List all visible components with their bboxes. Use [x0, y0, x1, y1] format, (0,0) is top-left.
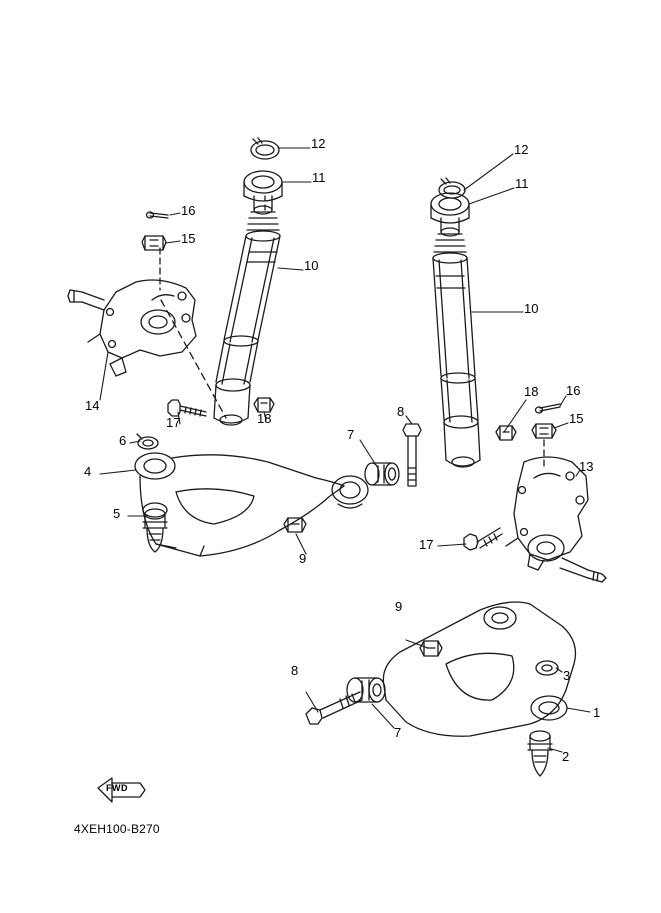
part-17-left-bolt	[168, 400, 206, 416]
callout-10-right: 10	[524, 301, 539, 316]
part-12-left-circlip	[251, 138, 279, 159]
callout-17-right: 17	[419, 537, 434, 552]
callout-12-left: 12	[311, 136, 326, 151]
part-7-left-bushing	[365, 463, 399, 485]
part-8-lower-bolt	[306, 692, 362, 724]
fwd-direction-label: FWD	[106, 783, 128, 793]
callout-1: 1	[593, 705, 601, 720]
callout-16-right: 16	[566, 383, 581, 398]
callout-15-left: 15	[181, 231, 196, 246]
part-code-label: 4XEH100-B270	[74, 822, 160, 836]
callout-4: 4	[84, 464, 92, 479]
part-16-right-cotter-pin	[536, 404, 561, 413]
callout-11-left: 11	[312, 170, 326, 185]
callout-6: 6	[119, 433, 127, 448]
part-18-left-nut	[254, 398, 274, 412]
part-14-left-knuckle	[68, 280, 196, 376]
part-15-left-nut	[142, 236, 166, 250]
callout-7-lower: 7	[394, 725, 402, 740]
part-8-left-bolt	[403, 424, 421, 486]
part-13-right-knuckle	[506, 457, 606, 582]
callout-7-upper: 7	[347, 427, 355, 442]
part-11-right-cap	[431, 193, 469, 223]
callout-11-right: 11	[515, 176, 529, 191]
callout-12-right: 12	[514, 142, 529, 157]
part-18-right-nut	[496, 426, 516, 440]
part-16-left-cotter-pin	[147, 212, 169, 218]
callout-18-left: 18	[257, 411, 272, 426]
callout-5: 5	[113, 506, 121, 521]
part-7-lower-bushing	[347, 678, 385, 702]
part-10-right-shock	[433, 218, 480, 467]
part-9-left-nut	[284, 518, 306, 532]
callout-17-left: 17	[166, 415, 181, 430]
callout-2: 2	[562, 749, 570, 764]
part-11-left-cap	[244, 171, 282, 201]
part-10-left-shock	[214, 196, 280, 425]
callout-9-upper: 9	[299, 551, 307, 566]
part-1-lower-arm	[383, 599, 575, 736]
callout-15-right: 15	[569, 411, 584, 426]
part-2-ball-joint-right	[528, 731, 552, 776]
part-9-lower-nut	[420, 641, 442, 656]
callout-14: 14	[85, 398, 100, 413]
part-15-right-nut	[532, 424, 556, 438]
callout-8-lower: 8	[291, 663, 299, 678]
part-17-right-bolt	[464, 528, 502, 550]
leader-lines	[100, 148, 590, 752]
callout-16-left: 16	[181, 203, 196, 218]
callout-8-upper: 8	[397, 404, 405, 419]
callout-10-left: 10	[304, 258, 319, 273]
callout-18-right: 18	[524, 384, 539, 399]
callout-13: 13	[579, 459, 594, 474]
callout-9-lower: 9	[395, 599, 403, 614]
part-4-upper-arm	[135, 453, 368, 556]
callout-3: 3	[563, 668, 571, 683]
